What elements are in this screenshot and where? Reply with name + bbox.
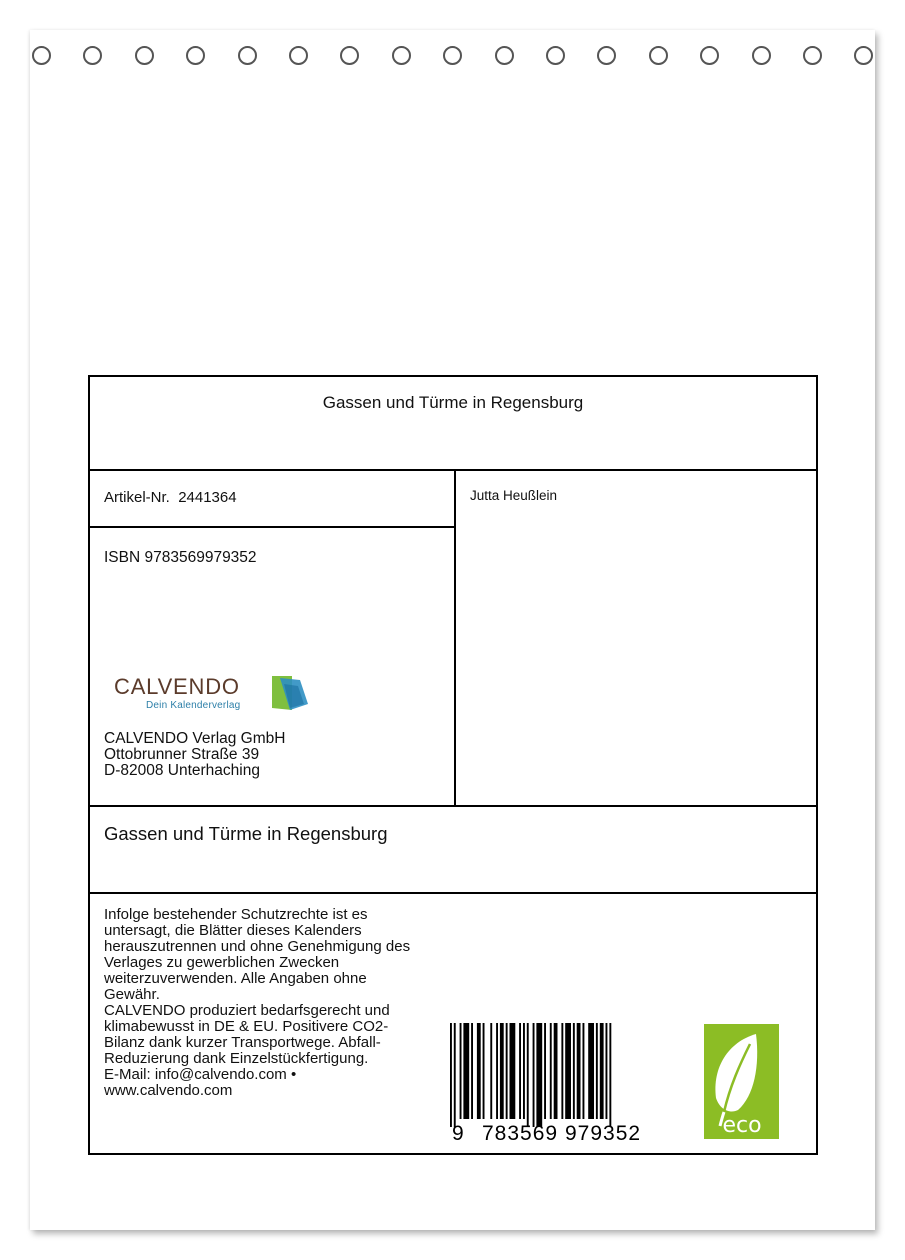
logo-tagline: Dein Kalenderverlag bbox=[146, 700, 241, 711]
barcode-bar bbox=[561, 1023, 563, 1119]
legal-line: E-Mail: info@calvendo.com • bbox=[104, 1066, 297, 1083]
barcode-bar bbox=[490, 1023, 492, 1119]
binding-ring bbox=[238, 46, 257, 65]
barcode-bar bbox=[588, 1023, 594, 1119]
binding-ring bbox=[32, 46, 51, 65]
barcode-bar bbox=[463, 1023, 469, 1119]
barcode-bar bbox=[600, 1023, 604, 1119]
calvendo-logo bbox=[114, 674, 289, 716]
top-title: Gassen und Türme in Regensburg bbox=[322, 393, 584, 412]
barcode-bars bbox=[450, 1023, 611, 1127]
legal-line: Reduzierung dank Einzelstückfertigung. bbox=[104, 1050, 369, 1067]
binding-ring bbox=[495, 46, 514, 65]
barcode-bar bbox=[583, 1023, 585, 1119]
barcode-bar bbox=[523, 1023, 525, 1119]
barcode-bar bbox=[450, 1023, 452, 1127]
legal-line: Verlages zu gewerblichen Zwecken bbox=[104, 954, 340, 971]
legal-line: Gewähr. bbox=[104, 986, 160, 1003]
barcode-bar bbox=[565, 1023, 571, 1119]
article-value: 2441364 bbox=[178, 489, 237, 506]
legal-line: Infolge bestehender Schutzrechte ist es bbox=[104, 906, 368, 923]
barcode-bar bbox=[596, 1023, 598, 1119]
address-line: Ottobrunner Straße 39 bbox=[104, 746, 260, 763]
isbn: ISBN 9783569979352 bbox=[104, 549, 257, 566]
legal-notice bbox=[104, 907, 444, 1099]
legal-line: untersagt, die Blätter dieses Kalenders bbox=[104, 922, 362, 939]
barcode-bar bbox=[536, 1023, 542, 1127]
address-line: D-82008 Unterhaching bbox=[104, 762, 260, 779]
author-name: Jutta Heußlein bbox=[470, 488, 558, 503]
divider bbox=[90, 469, 816, 471]
barcode-bar bbox=[477, 1023, 481, 1119]
barcode-bar bbox=[573, 1023, 575, 1119]
barcode-first-digit: 9 bbox=[452, 1122, 464, 1145]
barcode-bar bbox=[496, 1023, 498, 1119]
barcode-bar bbox=[454, 1023, 456, 1127]
address-line: CALVENDO Verlag GmbH bbox=[104, 730, 286, 747]
barcode-bar bbox=[510, 1023, 516, 1119]
logo-mark-icon bbox=[270, 674, 310, 714]
binding-ring bbox=[289, 46, 308, 65]
barcode-bar bbox=[577, 1023, 581, 1119]
barcode-bar bbox=[460, 1023, 462, 1119]
barcode-bar bbox=[606, 1023, 608, 1119]
ean-barcode bbox=[448, 1023, 663, 1145]
article-label: Artikel-Nr. bbox=[104, 489, 170, 506]
legal-line: CALVENDO produziert bedarfsgerecht und bbox=[104, 1002, 390, 1019]
barcode-bar bbox=[544, 1023, 546, 1119]
publisher-address bbox=[104, 731, 285, 779]
barcode-right-digits: 979352 bbox=[565, 1122, 642, 1145]
barcode-bar bbox=[554, 1023, 558, 1119]
barcode-bar bbox=[506, 1023, 508, 1119]
eco-leaf-icon bbox=[704, 1024, 779, 1139]
barcode-bar bbox=[471, 1023, 473, 1119]
barcode-bar bbox=[519, 1023, 521, 1119]
binding-ring bbox=[135, 46, 154, 65]
eco-label: eco bbox=[722, 1113, 762, 1138]
middle-title: Gassen und Türme in Regensburg bbox=[104, 823, 388, 844]
binding-ring bbox=[649, 46, 668, 65]
binding-ring bbox=[546, 46, 565, 65]
binding-ring bbox=[803, 46, 822, 65]
barcode-bar bbox=[527, 1023, 529, 1127]
legal-line: Bilanz dank kurzer Transportwege. Abfall- bbox=[104, 1034, 381, 1051]
divider bbox=[90, 805, 816, 807]
divider bbox=[90, 526, 454, 528]
barcode-bar bbox=[483, 1023, 485, 1119]
legal-line: www.calvendo.com bbox=[104, 1082, 233, 1099]
barcode-bar bbox=[550, 1023, 552, 1119]
binding-ring bbox=[392, 46, 411, 65]
legal-line: weiterzuverwenden. Alle Angaben ohne bbox=[104, 970, 367, 987]
legal-line: klimabewusst in DE & EU. Positivere CO2- bbox=[104, 1018, 389, 1035]
legal-line: herauszutrennen und ohne Genehmigung des bbox=[104, 938, 411, 955]
barcode-bar bbox=[533, 1023, 535, 1127]
divider bbox=[90, 892, 816, 894]
info-card bbox=[88, 375, 818, 1155]
barcode-bar bbox=[500, 1023, 504, 1119]
barcode-left-digits: 783569 bbox=[482, 1122, 559, 1145]
barcode-bar bbox=[609, 1023, 611, 1127]
binding-ring bbox=[752, 46, 771, 65]
divider bbox=[454, 469, 456, 807]
article-number bbox=[104, 489, 237, 506]
logo-wordmark: CALVENDO bbox=[114, 674, 240, 699]
